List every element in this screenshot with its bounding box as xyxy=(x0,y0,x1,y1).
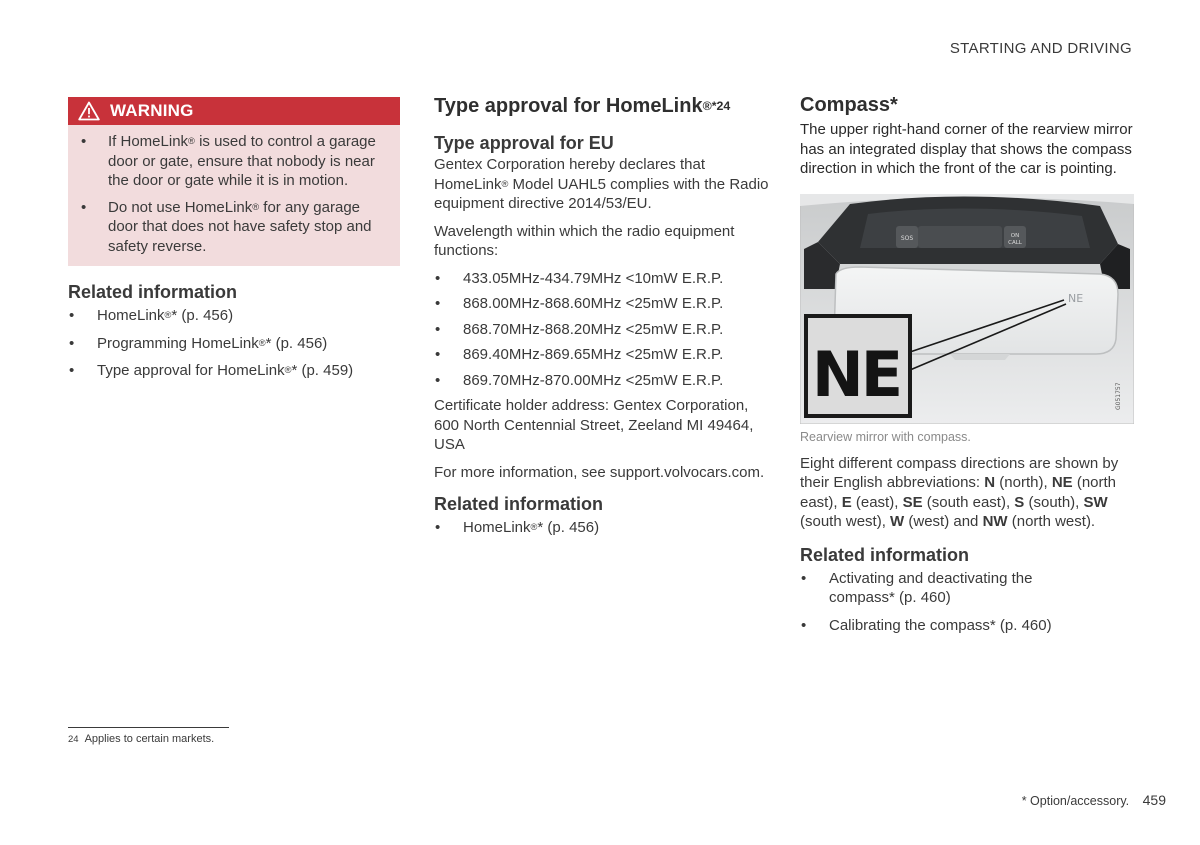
section-header: STARTING AND DRIVING xyxy=(949,40,1132,57)
footnote: 24 Applies to certain markets. xyxy=(68,733,215,745)
related-link-programming-homelink[interactable]: • Programming HomeLink®* (p. 456) xyxy=(68,334,400,354)
frequency-band: • 433.05MHz-434.79MHz <10mW E.R.P. xyxy=(434,269,769,289)
related-link-calibrate-compass[interactable]: • Calibrating the compass* (p. 460) xyxy=(800,616,1100,636)
more-info-paragraph: For more information, see support.volvocars.com. xyxy=(434,463,765,481)
sos-button-label: SOS xyxy=(900,234,914,242)
warning-item: • If HomeLink® is used to control a garage door or gate, ensure that nobody is near the door or gate while it is in motion. xyxy=(68,132,400,191)
related-info-list xyxy=(800,569,1100,636)
type-approval-eu-heading: Type approval for EU xyxy=(434,133,614,153)
column-compass xyxy=(800,94,1135,643)
wavelength-paragraph: Wavelength within which the radio equipment functions: xyxy=(434,222,735,259)
related-info-heading: Related information xyxy=(800,544,970,565)
warning-list xyxy=(68,125,400,256)
warning-bar xyxy=(68,97,400,125)
page-footer xyxy=(1022,792,1166,808)
type-approval-paragraph: Gentex Corporation hereby declares that HomeLink® Model UAHL5 complies with the Radio equipment directive 2014/53/EU. xyxy=(434,156,769,212)
frequency-band: • 869.40MHz-869.65MHz <25mW E.R.P. xyxy=(434,345,769,365)
mirror-compass-readout: NE xyxy=(1068,291,1084,305)
footnote-rule xyxy=(68,727,229,728)
frequency-band: • 868.70MHz-868.20MHz <25mW E.R.P. xyxy=(434,320,769,340)
related-info-list xyxy=(68,306,400,381)
certificate-holder-paragraph: Certificate holder address: Gentex Corporation, 600 North Centennial Street, Zeeland MI 49464, USA xyxy=(434,397,754,453)
related-info-heading: Related information xyxy=(434,494,604,514)
warning-item: • Do not use HomeLink® for any garage door that does not have safety stop and safety reverse. xyxy=(68,198,400,257)
related-link-activate-compass[interactable]: • Activating and deactivating the compass* (p. 460) xyxy=(800,569,1100,608)
related-info-col1 xyxy=(68,282,400,389)
related-info-heading: Related information xyxy=(68,282,238,302)
column-type-approval xyxy=(434,95,769,546)
page-number: 459 xyxy=(1142,792,1166,808)
warning-triangle-icon xyxy=(78,101,100,121)
compass-title: Compass* xyxy=(800,94,898,116)
frequency-band: • 869.70MHz-870.00MHz <25mW E.R.P. xyxy=(434,371,769,391)
warning-box xyxy=(68,97,400,266)
image-code: G051757 xyxy=(1115,381,1122,410)
related-link-homelink[interactable]: • HomeLink®* (p. 456) xyxy=(434,518,769,538)
related-link-homelink[interactable]: • HomeLink®* (p. 456) xyxy=(68,306,400,326)
option-accessory-note: * Option/accessory. xyxy=(1021,794,1130,808)
related-info-list xyxy=(434,518,769,538)
frequency-band-list xyxy=(434,269,769,391)
type-approval-title: Type approval for HomeLink$^{®*24}$ xyxy=(434,95,731,117)
image-caption: Rearview mirror with compass. xyxy=(800,429,971,444)
compass-intro: The upper right-hand corner of the rearview mirror has an integrated display that shows the compass direction in which the front of the car is pointing. xyxy=(800,121,1133,177)
frequency-band: • 868.00MHz-868.60MHz <25mW E.R.P. xyxy=(434,294,769,314)
warning-title: WARNING xyxy=(110,101,194,120)
related-link-type-approval[interactable]: • Type approval for HomeLink®* (p. 459) xyxy=(68,361,400,381)
on-button-label: ON xyxy=(1010,232,1020,239)
call-button-label: CALL xyxy=(1008,239,1022,246)
rearview-mirror-illustration xyxy=(800,194,1134,424)
inset-compass-readout: NE xyxy=(811,337,901,411)
compass-directions-paragraph: Eight different compass directions are shown by their English abbreviations: N (north), NE (north east), E (east), SE (south east), S (south), SW (south west), W (west) and NW (north west). xyxy=(800,454,1119,530)
